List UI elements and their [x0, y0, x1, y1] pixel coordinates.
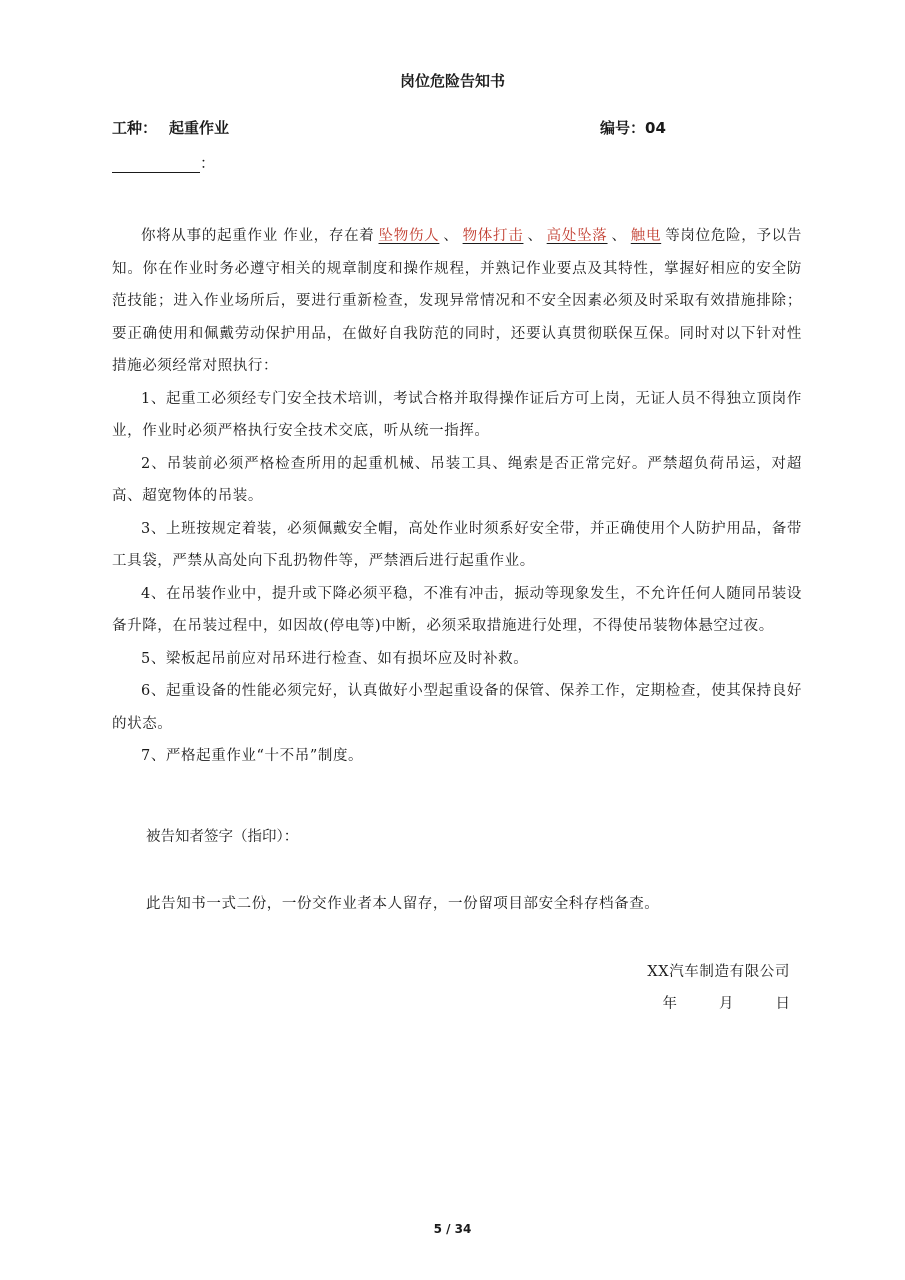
intro-part2: 等岗位危险，予以告知。你在作业时务必遵守相关的规章制度和操作规程，并熟记作业要点及其特性，掌握好相应的安全防范技能；进入作业场所后，要进行重新检查，发现异常情况和不安全因素必须及时采取有效措施排除；要正确使用和佩戴劳动保护用品，在做好自我防范的同时，还要认真贯彻联保互保。同时对以下针对性措施必须经常对照执行：	[112, 228, 802, 374]
measure-item: 3、上班按规定着装，必须佩戴安全帽，高处作业时须系好安全带，并正确使用个人防护用品，备带工具袋，严禁从高处向下乱扔物件等，严禁酒后进行起重作业。	[112, 520, 802, 569]
intro-part1: 你将从事的起重作业 作业，存在着	[141, 228, 375, 244]
measure-item: 7、严格起重作业“十不吊”制度。	[141, 748, 364, 764]
notice-body	[112, 220, 802, 773]
hazard-1: 坠物伤人	[378, 228, 440, 244]
date-year: 年	[662, 996, 677, 1012]
hazard-4: 触电	[630, 228, 662, 244]
measure-item: 6、起重设备的性能必须完好，认真做好小型起重设备的保管、保养工作，定期检查，使其保持良好的状态。	[112, 683, 802, 732]
measure-item: 4、在吊装作业中，提升或下降必须平稳，不准有冲击，振动等现象发生，不允许任何人随同吊装设备升降，在吊装过程中，如因故(停电等)中断，必须采取措施进行处理，不得使吊装物体悬空过夜。	[112, 585, 802, 634]
document-title: 岗位危险告知书	[399, 72, 505, 90]
hazard-3: 高处坠落	[546, 228, 608, 244]
hazard-2: 物体打击	[462, 228, 524, 244]
work-type-row	[112, 117, 229, 138]
work-type-label: 工种：	[112, 119, 158, 137]
copies-note: 此告知书一式二份，一份交作业者本人留存，一份留项目部安全科存档备查。	[146, 896, 660, 912]
addressee-colon: ：	[200, 154, 216, 172]
measure-item: 5、梁板起吊前应对吊环进行检查、如有损坏应及时补救。	[141, 650, 529, 667]
date-line	[663, 992, 791, 1013]
measure-item: 1、起重工必须经专门安全技术培训，考试合格并取得操作证后方可上岗，无证人员不得独立顶岗作业，作业时必须严格执行安全技术交底，听从统一指挥。	[112, 390, 802, 439]
date-month: 月	[719, 996, 734, 1012]
doc-number-row	[600, 117, 666, 138]
doc-number-value: 04	[645, 119, 666, 137]
hazard-sep-2: 、	[527, 228, 543, 244]
date-day: 日	[775, 996, 790, 1012]
addressee-line	[112, 152, 215, 173]
page-indicator: 5 / 34	[433, 1222, 472, 1236]
intro-paragraph	[112, 220, 802, 383]
doc-number-label: 编号：	[600, 119, 646, 137]
work-type-value: 起重作业	[169, 119, 230, 137]
hazard-sep-3: 、	[611, 228, 627, 244]
addressee-blank	[112, 156, 200, 173]
measure-item: 2、吊装前必须严格检查所用的起重机械、吊装工具、绳索是否正常完好。严禁超负荷吊运，对超高、超宽物体的吊装。	[112, 455, 802, 504]
hazard-sep-1: 、	[443, 228, 459, 244]
company-name: XX汽车制造有限公司	[647, 964, 790, 980]
signature-label: 被告知者签字（指印）：	[146, 829, 299, 845]
